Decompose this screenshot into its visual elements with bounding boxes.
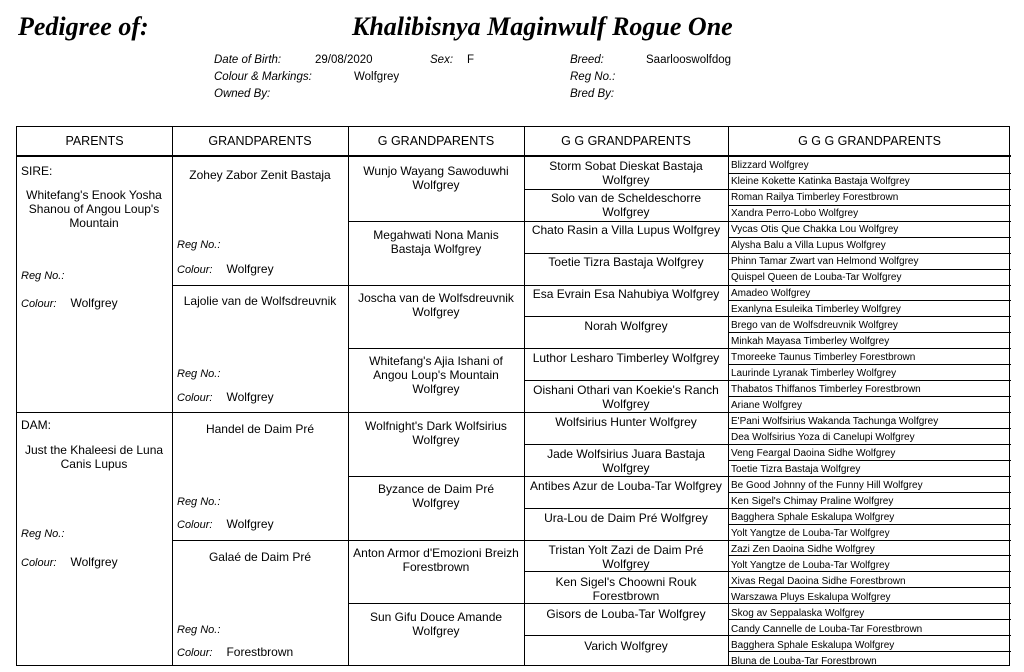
gg-grandparent-name: Jade Wolfsirius Juara Bastaja Wolfgrey	[547, 447, 705, 475]
dam-name: Just the Khaleesi de Luna Canis Lupus	[24, 443, 164, 471]
ggg-grandparent-name: Thabatos Thiffanos Timberley Forestbrown	[731, 384, 921, 395]
grandparent-colour: Colour: Forestbrown	[177, 645, 294, 659]
grandparent-reg-no-label: Reg No.:	[177, 496, 221, 508]
row-divider	[728, 364, 1011, 365]
ggg-grandparent-name: Phinn Tamar Zwart van Helmond Wolfgrey	[731, 256, 919, 267]
row-divider	[524, 189, 1011, 190]
g-grandparent-name: Joscha van de Wolfsdreuvnik Wolfgrey	[358, 291, 514, 319]
ggg-grandparent-name: Bluna de Louba-Tar Forestbrown	[731, 656, 877, 667]
row-divider	[524, 508, 1011, 509]
ggg-grandparent-name: Ariane Wolfgrey	[731, 400, 802, 411]
pedigree-table	[16, 126, 1010, 666]
ggg-grandparent-name: Bagghera Sphale Eskalupa Wolfgrey	[731, 640, 895, 651]
column-divider	[172, 127, 173, 665]
column-divider	[524, 127, 525, 665]
grandparent-reg-no-label: Reg No.:	[177, 239, 221, 251]
breed-label: Breed:	[570, 54, 604, 66]
gg-grandparent-name: Antibes Azur de Louba-Tar Wolfgrey	[530, 479, 722, 493]
colour-markings-value: Wolfgrey	[354, 71, 400, 83]
row-divider	[728, 524, 1011, 525]
row-divider	[348, 221, 1011, 222]
ggg-grandparent-name: Ken Sigel's Chimay Praline Wolfgrey	[731, 496, 894, 507]
grandparent-name: Galaé de Daim Pré	[208, 550, 312, 564]
gg-grandparent-name: Storm Sobat Dieskat Bastaja Wolfgrey	[549, 159, 703, 187]
sire-name: Whitefang's Enook Yosha Shanou of Angou Loup's Mountain	[26, 188, 162, 230]
reg-no-label: Reg No.:	[570, 71, 616, 83]
grandparent-colour: Colour: Wolfgrey	[177, 517, 274, 531]
g-grandparent-name: Sun Gifu Douce Amande Wolfgrey	[369, 610, 503, 638]
gg-grandparent-name: Gisors de Louba-Tar Wolfgrey	[546, 607, 706, 621]
sire-reg-no-label: Reg No.:	[21, 270, 65, 282]
grandparent-colour: Colour: Wolfgrey	[177, 390, 274, 404]
row-divider	[524, 380, 1011, 381]
row-divider	[728, 300, 1011, 301]
sire-colour: Colour: Wolfgrey	[21, 296, 118, 310]
g-grandparent-name: Anton Armor d'Emozioni Breizh Forestbrown	[353, 546, 519, 574]
g-grandparent-name: Megahwati Nona Manis Bastaja Wolfgrey	[373, 228, 499, 256]
ggg-grandparent-name: Warszawa Pluys Eskalupa Wolfgrey	[731, 592, 891, 603]
row-divider	[728, 269, 1011, 270]
column-header-ggg-grandparents: G G G GRANDPARENTS	[798, 134, 941, 148]
gg-grandparent-name: Tristan Yolt Zazi de Daim Pré Wolfgrey	[548, 543, 704, 571]
ggg-grandparent-name: Candy Cannelle de Louba-Tar Forestbrown	[731, 624, 923, 635]
grandparent-reg-no-label: Reg No.:	[177, 624, 221, 636]
gg-grandparent-name: Toetie Tizra Bastaja Wolfgrey	[548, 255, 704, 269]
column-header-parents: PARENTS	[65, 134, 124, 148]
row-divider	[17, 412, 1011, 413]
column-divider	[348, 127, 349, 665]
dog-name-title: Khalibisnya Maginwulf Rogue One	[352, 12, 733, 41]
gg-grandparent-name: Ura-Lou de Daim Pré Wolfgrey	[544, 511, 708, 525]
row-divider	[728, 555, 1011, 556]
ggg-grandparent-name: Bagghera Sphale Eskalupa Wolfgrey	[731, 512, 895, 523]
ggg-grandparent-name: Dea Wolfsirius Yoza di Canelupi Wolfgrey	[731, 432, 915, 443]
row-divider	[728, 428, 1011, 429]
ggg-grandparent-name: Skog av Seppalaska Wolfgrey	[731, 608, 865, 619]
ggg-grandparent-name: Veng Feargal Daoina Sidhe Wolfgrey	[731, 448, 896, 459]
ggg-grandparent-name: Vycas Otis Que Chakka Lou Wolfgrey	[731, 224, 899, 235]
row-divider	[524, 635, 1011, 636]
gg-grandparent-name: Luthor Lesharo Timberley Wolfgrey	[532, 351, 720, 365]
ggg-grandparent-name: Exanlyna Esuleika Timberley Wolfgrey	[731, 304, 901, 315]
row-divider	[728, 332, 1011, 333]
grandparent-name: Zohey Zabor Zenit Bastaja	[189, 168, 331, 182]
dob-value: 29/08/2020	[315, 54, 373, 66]
row-divider	[728, 651, 1011, 652]
ggg-grandparent-name: Toetie Tizra Bastaja Wolfgrey	[731, 464, 861, 475]
bred-by-label: Bred By:	[570, 88, 615, 100]
gg-grandparent-name: Norah Wolfgrey	[584, 319, 668, 333]
row-divider	[172, 285, 1011, 286]
gg-grandparent-name: Oishani Othari van Koekie's Ranch Wolfgrey	[533, 383, 719, 411]
ggg-grandparent-name: Brego van de Wolfsdreuvnik Wolfgrey	[731, 320, 898, 331]
sex-label: Sex:	[430, 54, 454, 66]
g-grandparent-name: Wunjo Wayang Sawoduwhi Wolfgrey	[363, 164, 509, 192]
grandparent-colour: Colour: Wolfgrey	[177, 262, 274, 276]
sire-label: SIRE:	[21, 164, 53, 178]
column-header-g-grandparents: G GRANDPARENTS	[377, 134, 495, 148]
gg-grandparent-name: Wolfsirius Hunter Wolfgrey	[555, 415, 697, 429]
ggg-grandparent-name: Be Good Johnny of the Funny Hill Wolfgrey	[731, 480, 923, 491]
ggg-grandparent-name: E'Pani Wolfsirius Wakanda Tachunga Wolfgrey	[731, 416, 939, 427]
ggg-grandparent-name: Quispel Queen de Louba-Tar Wolfgrey	[731, 272, 902, 283]
g-grandparent-name: Byzance de Daim Pré Wolfgrey	[377, 482, 495, 510]
ggg-grandparent-name: Amadeo Wolfgrey	[731, 288, 811, 299]
row-divider	[524, 253, 1011, 254]
ggg-grandparent-name: Tmoreeke Taunus Timberley Forestbrown	[731, 352, 916, 363]
grandparent-reg-no-label: Reg No.:	[177, 368, 221, 380]
ggg-grandparent-name: Yolt Yangtze de Louba-Tar Wolfgrey	[731, 528, 890, 539]
row-divider	[348, 476, 1011, 477]
row-divider	[728, 619, 1011, 620]
ggg-grandparent-name: Kleine Kokette Katinka Bastaja Wolfgrey	[731, 176, 910, 187]
row-divider	[348, 603, 1011, 604]
row-divider	[728, 237, 1011, 238]
ggg-grandparent-name: Minkah Mayasa Timberley Wolfgrey	[731, 336, 890, 347]
column-header-gg-grandparents: G G GRANDPARENTS	[561, 134, 691, 148]
g-grandparent-name: Wolfnight's Dark Wolfsirius Wolfgrey	[365, 419, 507, 447]
ggg-grandparent-name: Roman Railya Timberley Forestbrown	[731, 192, 899, 203]
row-divider	[348, 348, 1011, 349]
header-divider	[17, 155, 1011, 157]
breed-value: Saarlooswolfdog	[646, 54, 732, 66]
gg-grandparent-name: Varich Wolfgrey	[584, 639, 668, 653]
row-divider	[172, 540, 1011, 541]
gg-grandparent-name: Esa Evrain Esa Nahubiya Wolfgrey	[532, 287, 720, 301]
dam-colour: Colour: Wolfgrey	[21, 555, 118, 569]
row-divider	[524, 316, 1011, 317]
ggg-grandparent-name: Xandra Perro-Lobo Wolfgrey	[731, 208, 859, 219]
grandparent-name: Handel de Daim Pré	[205, 422, 315, 436]
ggg-grandparent-name: Blizzard Wolfgrey	[731, 160, 809, 171]
row-divider	[728, 173, 1011, 174]
gg-grandparent-name: Chato Rasin a Villa Lupus Wolfgrey	[531, 223, 721, 237]
dam-reg-no-label: Reg No.:	[21, 528, 65, 540]
sex-value: F	[467, 54, 475, 66]
dob-label: Date of Birth:	[214, 54, 282, 66]
row-divider	[728, 587, 1011, 588]
row-divider	[728, 205, 1011, 206]
ggg-grandparent-name: Alysha Balu a Villa Lupus Wolfgrey	[731, 240, 886, 251]
owned-by-label: Owned By:	[214, 88, 271, 100]
colour-markings-label: Colour & Markings:	[214, 71, 312, 83]
ggg-grandparent-name: Yolt Yangtze de Louba-Tar Wolfgrey	[731, 560, 890, 571]
row-divider	[728, 396, 1011, 397]
row-divider	[728, 492, 1011, 493]
gg-grandparent-name: Ken Sigel's Choowni Rouk Forestbrown	[555, 575, 697, 603]
pedigree-of-label: Pedigree of:	[18, 12, 149, 41]
dam-label: DAM:	[21, 418, 51, 432]
gg-grandparent-name: Solo van de Scheldeschorre Wolfgrey	[550, 191, 702, 219]
ggg-grandparent-name: Xivas Regal Daoina Sidhe Forestbrown	[731, 576, 906, 587]
row-divider	[728, 460, 1011, 461]
grandparent-name: Lajolie van de Wolfsdreuvnik	[183, 294, 337, 308]
g-grandparent-name: Whitefang's Ajia Ishani of Angou Loup's Mountain Wolfgrey	[369, 354, 503, 396]
row-divider	[524, 444, 1011, 445]
row-divider	[524, 571, 1011, 572]
ggg-grandparent-name: Laurinde Lyranak Timberley Wolfgrey	[731, 368, 897, 379]
column-header-grandparents: GRANDPARENTS	[208, 134, 312, 148]
ggg-grandparent-name: Zazi Zen Daoina Sidhe Wolfgrey	[731, 544, 875, 555]
